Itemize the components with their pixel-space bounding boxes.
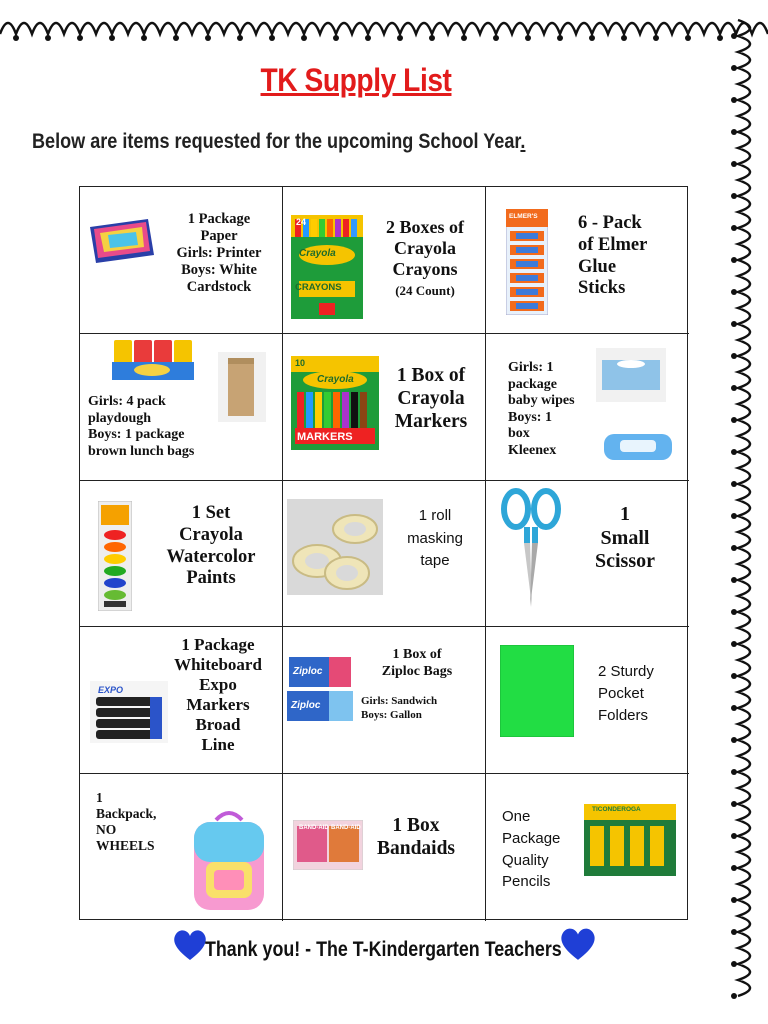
- ziploc-line-2: Ziploc Bags: [381, 663, 453, 679]
- folders-line-1: 2 Sturdy: [598, 663, 654, 680]
- item-folders: [486, 627, 689, 774]
- wipes-line-5: box: [508, 426, 530, 442]
- bandaid-label-1: BAND-AID: [299, 825, 329, 831]
- expo-line-3: Expo: [199, 675, 237, 695]
- heart-icon-left: [172, 928, 208, 962]
- wipes-line-3: baby wipes: [508, 393, 575, 409]
- item-playdough-lunchbags: [80, 334, 283, 481]
- markers-line-1: 1 Box of: [396, 365, 466, 386]
- paper-line-2: Paper: [200, 228, 238, 245]
- crayons-brand-label: Crayola: [299, 248, 336, 259]
- playdough-pack-icon: [112, 334, 194, 382]
- crayons-line-3: Crayons: [392, 259, 458, 280]
- crayons-word-label: CRAYONS: [295, 282, 342, 293]
- expo-line-2: Whiteboard: [174, 655, 262, 675]
- expo-brand-label: EXPO: [98, 685, 124, 695]
- item-backpack: [80, 774, 283, 921]
- pencils-brand-label: TICONDEROGA: [592, 806, 641, 813]
- crayon-box-icon: [291, 215, 363, 319]
- glue-line-2: of Elmer: [578, 234, 648, 255]
- glue-line-4: Sticks: [578, 278, 626, 299]
- paper-line-3: Girls: Printer: [176, 245, 262, 262]
- expo-line-6: Line: [201, 735, 235, 755]
- scissor-line-1: 1: [620, 503, 630, 525]
- wipes-line-6: Kleenex: [508, 442, 557, 458]
- pencils-line-4: Pencils: [502, 873, 551, 891]
- expo-line-1: 1 Package: [181, 635, 255, 654]
- scissors-icon: [500, 487, 562, 611]
- wipes-line-4: Boys: 1: [508, 409, 552, 425]
- folders-line-2: Pocket: [598, 684, 644, 702]
- ziploc-brand-label-2: Ziploc: [291, 700, 321, 711]
- markers-line-2: Crayola: [397, 388, 465, 409]
- watercolor-line-3: Watercolor: [166, 546, 256, 567]
- markers-count-label: 10: [295, 358, 306, 368]
- item-watercolor: [80, 481, 283, 627]
- wipes-line-1: Girls: 1: [508, 360, 554, 375]
- pencil-box-icon: [584, 804, 676, 876]
- tape-line-1: 1 roll: [418, 507, 452, 524]
- glue-stick-pack-icon: [506, 209, 548, 315]
- paper-line-5: Cardstock: [186, 279, 252, 296]
- item-pencils: [486, 774, 689, 921]
- item-ziploc: [283, 627, 486, 774]
- ziploc-brand-label-1: Ziploc: [293, 666, 323, 677]
- backpack-line-2: Backpack,: [96, 805, 157, 821]
- masking-tape-icon: [287, 499, 383, 595]
- heart-icon-right: [559, 926, 597, 962]
- scallop-border-right: [712, 0, 768, 1024]
- supply-grid: [79, 186, 688, 920]
- tape-line-2: masking: [407, 529, 463, 547]
- tape-line-3: tape: [420, 552, 450, 569]
- crayons-line-2: Crayola: [394, 238, 456, 259]
- ziploc-line-1: 1 Box of: [392, 647, 442, 662]
- bandaid-label-2: BAND-AID: [331, 825, 361, 831]
- paper-line-4: Boys: White: [181, 262, 257, 279]
- wipes-line-2: package: [508, 376, 557, 392]
- intro-text: Below are items requested for the upcoming School Year.: [32, 130, 526, 153]
- green-folder-icon: [500, 645, 574, 737]
- footer-thank-you: Thank you! - The T-Kindergarten Teachers: [205, 938, 562, 961]
- item-markers: [283, 334, 486, 481]
- expo-line-5: Broad: [195, 715, 241, 735]
- crayons-count-note: (24 Count): [395, 282, 455, 298]
- item-glue: [486, 187, 689, 334]
- paper-package-icon: [86, 217, 156, 265]
- paper-line-1: 1 Package: [187, 211, 251, 227]
- ziploc-boys-note: Boys: Gallon: [361, 708, 422, 721]
- item-wipes-kleenex: [486, 334, 689, 481]
- playdough-line-2: playdough: [88, 410, 152, 426]
- markers-word-label: MARKERS: [297, 431, 353, 443]
- playdough-line-3: Boys: 1 package: [88, 427, 185, 443]
- ziploc-girls-note: Girls: Sandwich: [361, 695, 438, 707]
- backpack-line-1: 1: [96, 790, 103, 805]
- backpack-icon: [188, 810, 270, 914]
- glue-brand-label: ELMER'S: [509, 213, 538, 220]
- backpack-line-3: NO: [96, 821, 117, 837]
- scallop-border-top: [0, 0, 768, 50]
- item-expo-markers: [80, 627, 283, 774]
- item-bandaids: [283, 774, 486, 921]
- bandaids-line-1: 1 Box: [392, 815, 440, 836]
- glue-line-3: Glue: [578, 256, 617, 277]
- watercolor-paint-icon: [98, 501, 132, 611]
- page-title: TK Supply List: [260, 62, 452, 98]
- item-paper: [80, 187, 283, 334]
- scissor-line-2: Small: [600, 526, 650, 549]
- playdough-line-1: Girls: 4 pack: [88, 394, 166, 409]
- markers-brand-label: Crayola: [317, 374, 354, 385]
- bandaids-line-2: Bandaids: [376, 838, 456, 859]
- item-scissor: [486, 481, 689, 627]
- scissor-line-3: Scissor: [595, 550, 655, 573]
- item-crayons: [283, 187, 486, 334]
- item-masking-tape: [283, 481, 486, 627]
- watercolor-line-4: Paints: [186, 568, 236, 589]
- pencils-line-2: Package: [502, 829, 561, 847]
- playdough-line-4: brown lunch bags: [88, 443, 195, 459]
- markers-line-3: Markers: [394, 411, 468, 432]
- pencils-line-1: One: [502, 808, 531, 825]
- crayons-line-1: 2 Boxes of: [386, 217, 464, 237]
- watercolor-line-2: Crayola: [179, 524, 243, 545]
- folders-line-3: Folders: [598, 706, 649, 724]
- watercolor-line-1: 1 Set: [191, 503, 231, 523]
- glue-line-1: 6 - Pack: [578, 213, 642, 233]
- expo-line-4: Markers: [186, 695, 250, 715]
- pencils-line-3: Quality: [502, 851, 549, 869]
- crayons-count-label: 24: [296, 217, 307, 227]
- backpack-line-4: WHEELS: [96, 837, 155, 853]
